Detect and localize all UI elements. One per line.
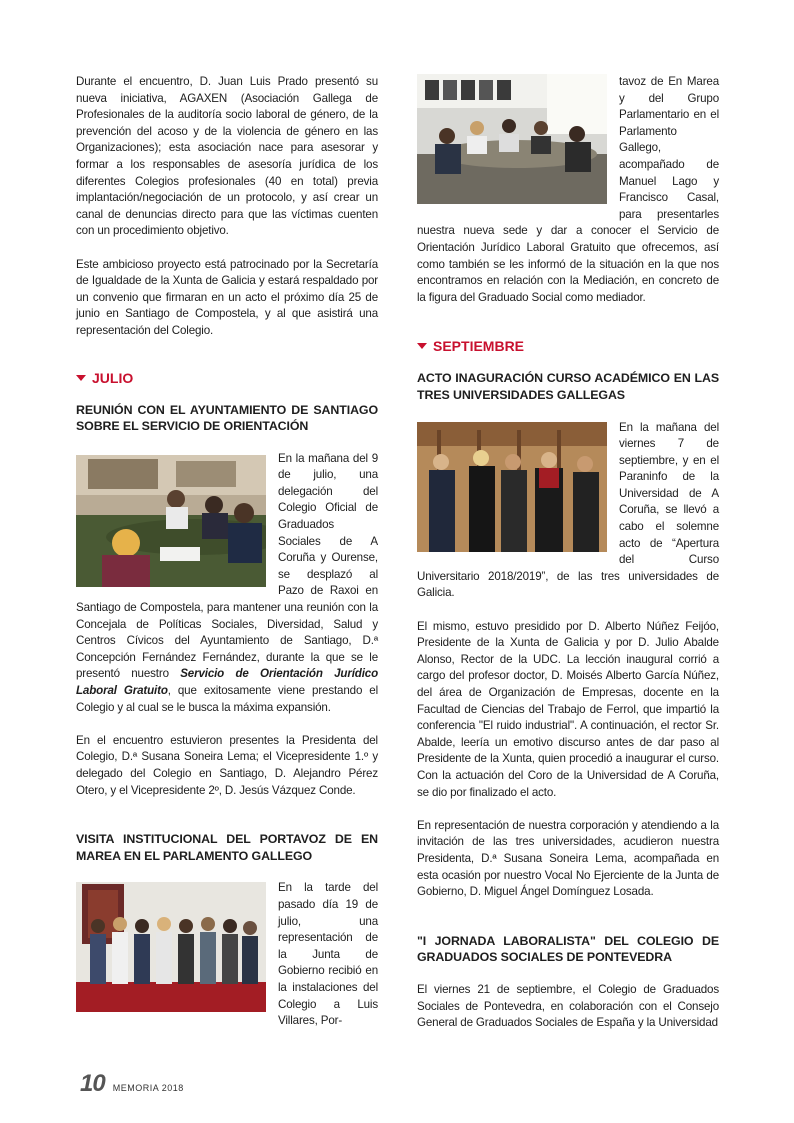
photo-parlamento-visit	[76, 882, 266, 1012]
page-number: 10	[80, 1070, 105, 1097]
section-label: SEPTIEMBRE	[433, 338, 525, 355]
page-footer	[80, 1070, 184, 1098]
service-name-emphasis: Servicio de Orientación Jurídico Laboral Gratuito	[76, 667, 378, 697]
article-santiago-paragraph-1: En la mañana del 9 de julio, una delegación del Colegio Oficial de Graduados Sociales de A Coruña y Ourense, se desplazó al Pazo de Raxoi en Santiago de Compostela, para mantener una reunión con la Concejala de Políticas Sociales, Diversidad, Salud y Centros Cívicos del Ayuntamiento de Santiago, D.ª Concepción Fernández Fernández, durante la que se le presentó nuestro Servicio de Orientación Jurídico Laboral Gratuito, que exitosamente viene prestando el Colegio y al cual se le busca la máxima expansión.	[76, 451, 379, 714]
article-universidades-paragraph-2: El mismo, estuvo presidido por D. Alberto Núñez Feijóo, Presidente de la Xunta de Galicia y por D. Julio Abalde Alonso, Rector de la UDC. La lección inaugural corrió a cargo del profesor doctor, D. Moisés Alberto García Núñez, del área de Organización de Empresas, docente en la Facultad de Ciencias del Trabajo de Ferrol, que impartió la conferencia "El ruido industrial". A continuación, el rector Sr. Abalde, leería un emotivo discurso antes de dar paso al Presidente de la Xunta, quien procedió a inaugurar el curso. Con la actuación del Coro de la Universidad de A Coruña, se dio por finalizado el acto.	[417, 619, 719, 799]
article-jornada-paragraph-1: El viernes 21 de septiembre, el Colegio de Graduados Sociales de Pontevedra, en colaboración con el Consejo General de Graduados Sociales de España y la Universidad	[417, 982, 719, 1030]
right-column	[417, 74, 719, 1032]
article-parlamento-paragraph-continued: tavoz de En Marea y del Grupo Parlamentario en el Parlamento Gallego, acompañado de Manuel Lago y Francisco Casal, para presentarles nuestra nueva sede y dar a conocer el Servicio de Orientación Jurídico Laboral Gratuito que ofrecemos, así como también se les informó de la situación en la que nos encontramos en relación con la Mediación, en concreto de la figura del Graduado Social como mediador.	[417, 75, 719, 304]
article-title-parlamento: VISITA INSTITUCIONAL DEL PORTAVOZ DE EN MAREA EN EL PARLAMENTO GALLEGO	[76, 832, 378, 863]
section-label: JULIO	[92, 369, 134, 386]
article-title-universidades: ACTO INAGURACIÓN CURSO ACADÉMICO EN LAS TRES UNIVERSIDADES GALLEGAS	[417, 371, 719, 402]
article-title-santiago: REUNIÓN CON EL AYUNTAMIENTO DE SANTIAGO SOBRE EL SERVICIO DE ORIENTACIÓN	[76, 402, 378, 434]
section-heading-julio	[76, 370, 378, 386]
intro-paragraph-2: Este ambicioso proyecto está patrocinado por la Secretaría de Igualdade de la Xunta de Galicia y estará respaldado por un convenio que firmaran en un acto el próximo día 25 de junio en Santiago de Compostela, y al que asistirá una representación del Colegio.	[76, 257, 378, 337]
triangle-down-icon	[417, 343, 427, 349]
article-universidades-paragraph-3: En representación de nuestra corporación y atendiendo a la invitación de las tres universidades, acudieron nuestra Presidenta, D.ª Susana Soneira Lema, acompañada en esta ocasión por nuestro Vocal No Ejerciente de la Junta de Gobierno, D. Miguel Ángel Domínguez Losada.	[417, 818, 719, 899]
article-title-jornada: "I JORNADA LABORALISTA" DEL COLEGIO DE GRADUADOS SOCIALES DE PONTEVEDRA	[417, 933, 719, 965]
left-column	[76, 74, 378, 1030]
article-parlamento-paragraph-1: En la tarde del pasado día 19 de julio, una representación de la Junta de Gobierno recibió en la instalaciones del Colegio a Luis Villares, Por-	[278, 881, 378, 1028]
photo-parlamento-meeting	[417, 74, 607, 204]
article-santiago-paragraph-2: En el encuentro estuvieron presentes la Presidenta del Colegio, D.ª Susana Soneira Lema; el Vicepresidente 1.º y delegado del Colegio en Santiago, D. Alejandro Pérez Otero, y el Vicepresidente 2º, D. Jesús Vázquez Conde.	[76, 733, 378, 797]
photo-apertura-curso	[417, 422, 607, 552]
photo-santiago-meeting	[76, 455, 266, 587]
article-universidades-paragraph-1: En la mañana del viernes 7 de septiembre, y en el Paraninfo de la Universidad de A Coruña, se llevó a cabo el solemne acto de “Apertura del Curso Universitario 2018/2019”, de las tres universidades de Galicia.	[417, 420, 719, 600]
section-heading-septiembre	[417, 338, 719, 354]
footer-label: MEMORIA 2018	[112, 1083, 184, 1093]
triangle-down-icon	[76, 375, 86, 381]
intro-paragraph-1: Durante el encuentro, D. Juan Luis Prado presentó su nueva iniciativa, AGAXEN (Asociación Gallega de Profesionales de la auditoría socio laboral de género, de la prevención del acoso y de la violencia de género en las Organizaciones); esta asociación nace para asesorar y formar a los responsables de asesoría jurídica de los diferentes Colegios profesionales (40 en total) previa implantación/negociación de un protocolo, y así crear un canal de denuncias directo para que las víctimas cuenten con un procedimiento objetivo.	[76, 75, 378, 238]
